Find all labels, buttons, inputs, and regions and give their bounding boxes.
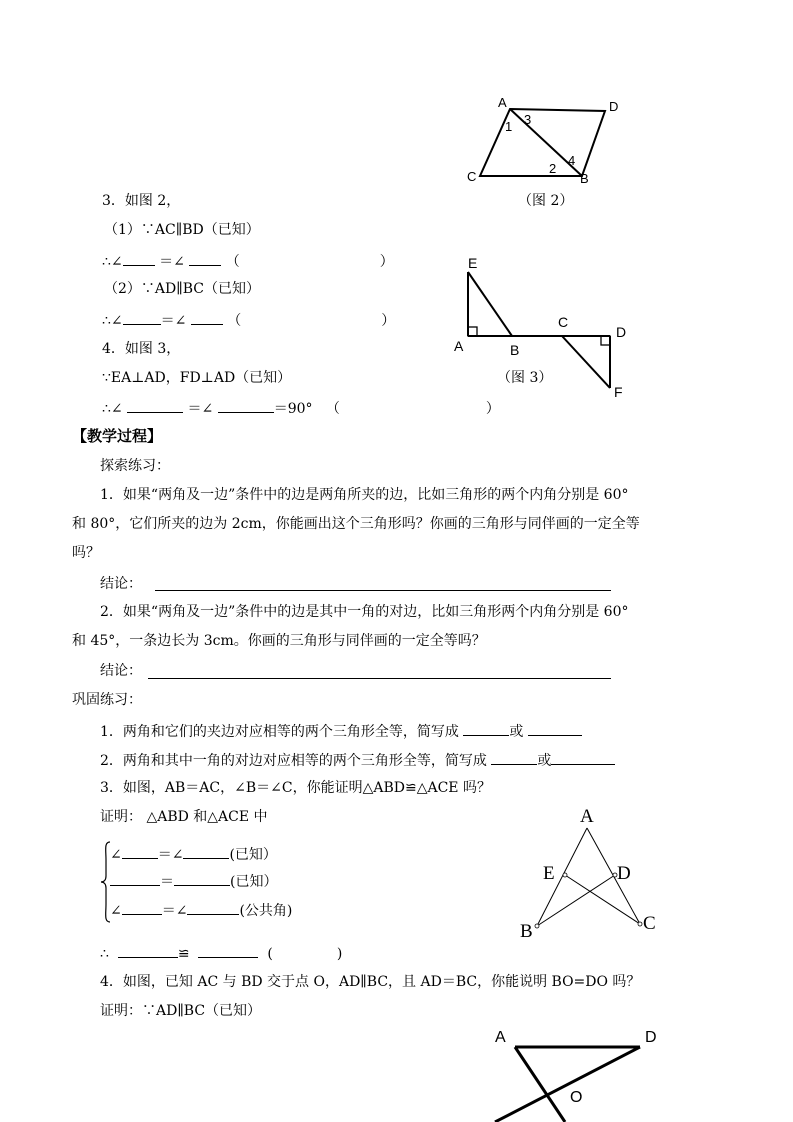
consolidate-q2	[100, 750, 615, 770]
or-text: 或	[509, 724, 524, 740]
q3-part1-answer-row	[102, 251, 394, 271]
answer-blank[interactable]	[122, 844, 158, 859]
therefore-angle: ∴∠	[102, 313, 123, 329]
label-E: E	[468, 255, 478, 271]
label-E: E	[543, 863, 555, 884]
reason-text: (已知）	[229, 847, 277, 863]
angle-4-label: 4	[568, 153, 576, 168]
conclusion-2-blank[interactable]	[148, 678, 611, 679]
proof-row-3	[110, 900, 292, 920]
angle-sign: ∠	[110, 847, 122, 863]
reason-open-paren: （	[325, 401, 340, 417]
answer-blank[interactable]	[127, 398, 183, 413]
section-title: 【教学过程】	[72, 427, 163, 445]
answer-blank[interactable]	[189, 251, 221, 266]
reason-blank[interactable]	[340, 399, 486, 413]
equals-angle: ＝∠	[187, 401, 214, 417]
angle-1-label: 1	[505, 119, 513, 134]
angle-2-label: 2	[549, 161, 557, 176]
reason-blank[interactable]	[241, 311, 381, 325]
q4pre-title: 4．如图 3，	[102, 341, 181, 357]
explore-q2-line2: 和 45°，一条边长为 3cm。你画的三角形与同伴画的一定全等吗？	[72, 633, 486, 649]
explore-q1-line3: 吗？	[72, 545, 100, 561]
q4pre-answer-row	[102, 398, 500, 418]
q4pre-given: ∵EA⊥AD，FD⊥AD（已知）	[102, 370, 292, 386]
label-D: D	[616, 324, 627, 340]
answer-blank[interactable]	[122, 900, 162, 915]
reason-close-paren: )	[336, 946, 343, 962]
equals-90: ＝90°	[273, 401, 313, 417]
equals-sign: ＝	[160, 874, 174, 890]
angle-sign: ∠	[110, 903, 122, 919]
conclusion-1-label: 结论：	[100, 576, 142, 592]
proof-intro: 证明： △ABD 和△ACE 中	[100, 809, 268, 825]
consolidate-q4: 4．如图，已知 AC 与 BD 交于点 O，AD∥BC，且 AD＝BC，你能说明 BO=DO 吗？	[100, 974, 641, 990]
label-B: B	[520, 921, 533, 942]
answer-blank[interactable]	[187, 900, 239, 915]
label-D: D	[617, 863, 631, 884]
label-C: C	[467, 169, 477, 184]
reason-close-paren: ）	[381, 313, 396, 329]
congruent-sign: ≌	[177, 946, 190, 962]
label-A: A	[498, 95, 507, 110]
answer-blank[interactable]	[183, 844, 229, 859]
proof-row-2	[110, 871, 277, 891]
answer-blank[interactable]	[491, 750, 537, 765]
label-F: F	[614, 384, 623, 400]
equals-angle: ＝∠	[157, 847, 184, 863]
consolidate-q1	[100, 721, 582, 741]
consolidate-q1-text: 1．两角和它们的夹边对应相等的两个三角形全等，简写成	[100, 724, 459, 740]
answer-blank[interactable]	[123, 251, 155, 266]
label-B: B	[510, 342, 520, 358]
answer-blank[interactable]	[191, 310, 223, 325]
explore-q2-line1: 2．如果“两角及一边”条件中的边是其中一角的对边，比如三角形两个内角分别是 60°	[100, 604, 629, 620]
conclusion-2-label: 结论：	[100, 663, 142, 679]
equals-angle: ＝∠	[159, 254, 185, 270]
reason-close-paren: ）	[485, 401, 500, 417]
explore-q1-line2: 和 80°，它们所夹的边为 2cm，你能画出这个三角形吗？你画的三角形与同伴画的一定全等	[72, 516, 640, 532]
answer-blank[interactable]	[174, 871, 230, 886]
explore-title: 探索练习：	[100, 458, 170, 474]
conclusion-1-blank[interactable]	[155, 590, 611, 591]
proof-conclusion-row	[100, 943, 342, 963]
consolidate-q3: 3．如图，AB＝AC，∠B＝∠C，你能证明△ABD≌△ACE 吗？	[100, 780, 491, 796]
figure-3-caption: （图 3）	[497, 370, 553, 386]
q3-part2: （2）∵AD∥BC（已知）	[104, 281, 260, 297]
answer-blank[interactable]	[528, 721, 582, 736]
reason-text: (公共角)	[239, 903, 293, 919]
reason-blank[interactable]	[273, 944, 337, 958]
label-C: C	[558, 314, 569, 330]
label-D: D	[609, 99, 619, 114]
equals-angle: ＝∠	[161, 903, 188, 919]
proof-row-1	[110, 844, 277, 864]
or-text: 或	[537, 753, 552, 769]
reason-open-paren: （	[227, 313, 242, 329]
label-O: O	[570, 1089, 583, 1106]
reason-text: (已知）	[230, 874, 278, 890]
answer-blank[interactable]	[463, 721, 509, 736]
figure-triangle-abc	[510, 800, 670, 945]
figure-2-caption: （图 2）	[518, 193, 574, 209]
answer-blank[interactable]	[118, 943, 178, 958]
q3-title: 3．如图 2，	[102, 193, 181, 209]
answer-blank[interactable]	[551, 750, 615, 765]
answer-blank[interactable]	[123, 310, 161, 325]
consolidate-q2-text: 2．两角和其中一角的对边对应相等的两个三角形全等，简写成	[100, 753, 487, 769]
consolidate-q4-proof: 证明：∵AD∥BC（已知）	[100, 1003, 262, 1019]
angle-3-label: 3	[524, 112, 532, 127]
therefore-sign: ∴	[100, 946, 109, 962]
equals-angle: ＝∠	[160, 313, 187, 329]
label-D: D	[645, 1029, 657, 1046]
reason-close-paren: ）	[379, 254, 394, 270]
explore-q1-line1: 1．如果“两角及一边”条件中的边是两角所夹的边，比如三角形的两个内角分别是 60°	[100, 487, 629, 503]
label-A: A	[495, 1029, 506, 1046]
therefore-angle: ∴∠	[102, 401, 123, 417]
label-B: B	[580, 171, 589, 186]
label-C: C	[643, 913, 656, 934]
reason-open-paren: （	[225, 254, 240, 270]
answer-blank[interactable]	[110, 871, 160, 886]
therefore-angle: ∴∠	[102, 254, 123, 270]
answer-blank[interactable]	[218, 398, 274, 413]
figure-2-diagram	[460, 95, 630, 190]
parallelogram-shape	[480, 109, 605, 176]
consolidate-title: 巩固练习：	[72, 692, 142, 708]
reason-blank[interactable]	[240, 252, 380, 266]
q3-part2-answer-row	[102, 310, 395, 330]
q3-part1: （1）∵AC∥BD（已知）	[104, 222, 260, 238]
answer-blank[interactable]	[198, 943, 258, 958]
label-A: A	[580, 806, 594, 827]
label-A: A	[454, 338, 464, 354]
figure-ado	[485, 1020, 675, 1122]
reason-open-paren: (	[267, 946, 273, 962]
